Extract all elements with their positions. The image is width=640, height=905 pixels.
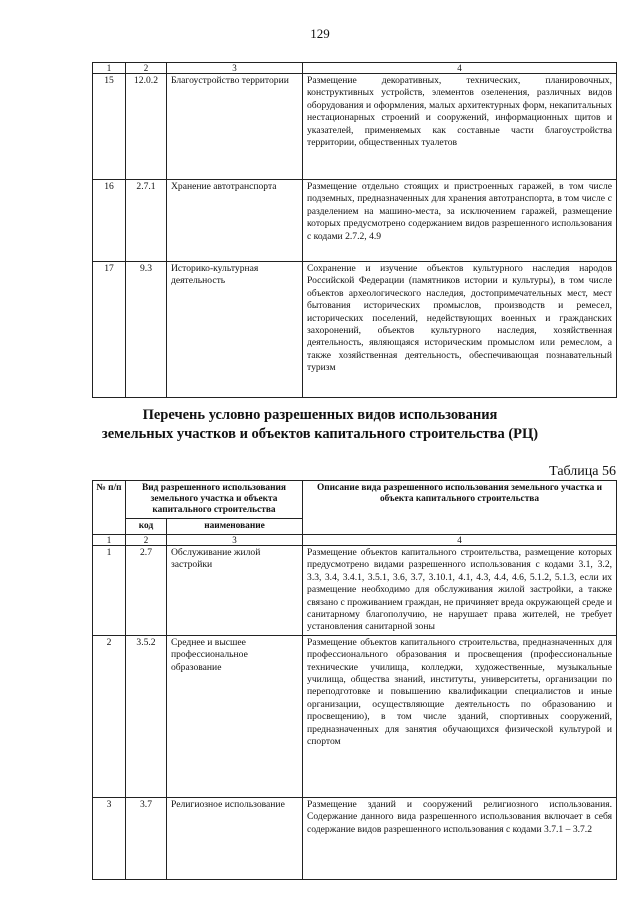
row-number: 17 [93,262,126,398]
table-row [93,797,617,879]
use-code: 3.5.2 [126,635,167,797]
use-code: 2.7 [126,546,167,636]
header-description: Описание вида разрешенного использования земельного участка и объекта капитального строительства [303,481,617,535]
use-description: Размещение отдельно стоящих и пристроенных гаражей, в том числе подземных, предназначенных для хранения автотранспорта, в том числе с разделением на машино-места, за исключением гаражей, размещение которых предусмотрено содержанием видов разрешенного использования с кодами 2.7.2, 4.9 [303,180,617,262]
row-number: 3 [93,797,126,879]
index-cell: 3 [167,63,303,74]
section-title [0,406,640,444]
header-code: код [126,519,167,535]
use-code: 12.0.2 [126,74,167,180]
use-description: Размещение декоративных, технических, планировочных, конструктивных устройств, элементов озеленения, различных видов оборудования и оформления, малых архитектурных форм, некапитальных нестационарных строений и сооружений, информационных щитов и указателей, применяемых как составные части благоустройства территории, общественных туалетов [303,74,617,180]
row-number: 16 [93,180,126,262]
table-row [93,635,617,797]
use-code: 9.3 [126,262,167,398]
row-number: 2 [93,635,126,797]
table-row [93,74,617,180]
land-use-table-continued [92,62,617,398]
table-index-row [93,63,617,74]
use-name: Благоустройство территории [167,74,303,180]
page-number: 129 [310,26,330,41]
table-header-row [93,481,617,519]
row-number: 1 [93,546,126,636]
section-title-line: Перечень условно разрешенных видов использования [142,407,498,423]
section-title-line: земельных участков и объектов капитального строительства (РЦ) [101,426,539,442]
index-cell: 4 [303,535,617,546]
table-row [93,262,617,398]
table-row [93,546,617,636]
use-name: Среднее и высшее профессиональное образование [167,635,303,797]
index-cell: 2 [126,63,167,74]
index-cell: 4 [303,63,617,74]
use-code: 2.7.1 [126,180,167,262]
use-description: Размещение зданий и сооружений религиозного использования. Содержание данного вида разрешенного использования включает в себя содержание видов разрешенного использования с кодами 3.7.1 – 3.7.2 [303,797,617,879]
use-name: Историко-культурная деятельность [167,262,303,398]
index-cell: 3 [167,535,303,546]
table-index-row [93,535,617,546]
index-cell: 2 [126,535,167,546]
table-label: Таблица 56 [549,464,616,479]
header-use-type: Вид разрешенного использования земельного участка и объекта капитального строительства [126,481,303,519]
table-row [93,180,617,262]
use-code: 3.7 [126,797,167,879]
conditional-use-table [92,480,617,880]
use-name: Религиозное использование [167,797,303,879]
use-description: Сохранение и изучение объектов культурного наследия народов Российской Федерации (памятников истории и культуры), в том числе объектов археологического наследия, достопримечательных мест, мест бытования исторических промыслов, производств и ремесел, исторических поселений, недействующих военных и гражданских захоронений, объектов культурного наследия, хозяйственная деятельность, являющаяся историческим промыслом или ремеслом, а также хозяйственная деятельность, обеспечивающая познавательный туризм [303,262,617,398]
use-description: Размещение объектов капитального строительства, размещение которых предусмотрено видами разрешенного использования с кодами 3.1, 3.2, 3.3, 3.4, 3.4.1, 3.5.1, 3.6, 3.7, 3.10.1, 4.1, 4.3, 4.4, 4.6, 5.1.2, 5.1.3, если их размещение необходимо для обслуживания жилой застройки, а также связано с проживанием граждан, не причиняет вреда окружающей среде и санитарному благополучию, не нарушает права жителей, не требует установления санитарной зоны [303,546,617,636]
row-number: 15 [93,74,126,180]
use-description: Размещение объектов капитального строительства, предназначенных для профессионального образования и просвещения (профессиональные технические училища, колледжи, художественные, музыкальные училища, общества знаний, институты, университеты, организации по переподготовке и повышению квалификации специалистов и иные организации, осуществляющие деятельность по образованию и просвещению), в том числе зданий, спортивных сооружений, предназначенных для занятия обучающихся физической культурой и спортом [303,635,617,797]
index-cell: 1 [93,63,126,74]
use-name: Хранение автотранспорта [167,180,303,262]
use-name: Обслуживание жилой застройки [167,546,303,636]
header-name: наименование [167,519,303,535]
index-cell: 1 [93,535,126,546]
header-number: № п/п [93,481,126,535]
